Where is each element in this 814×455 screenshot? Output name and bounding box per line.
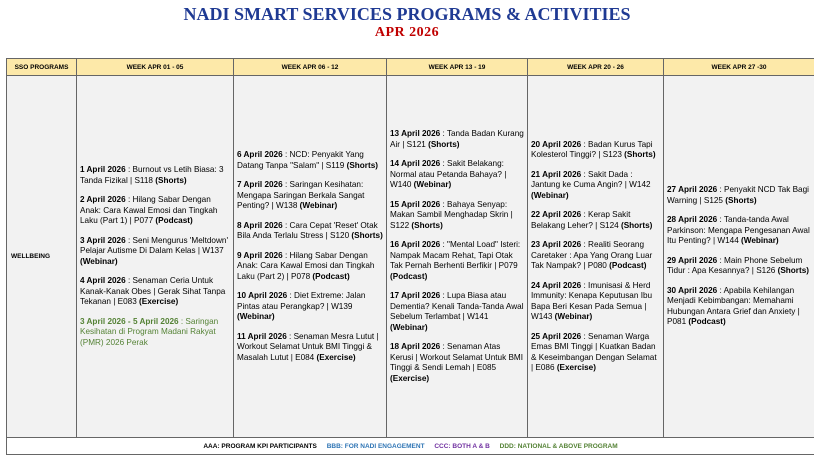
entry-date: 3 April 2026 <box>80 235 126 245</box>
entry-format-tag: (Webinar) <box>741 236 779 246</box>
entry-date: 13 April 2026 <box>390 129 441 138</box>
program-entry <box>237 180 383 212</box>
program-entry <box>237 251 383 283</box>
week-cell <box>234 76 387 438</box>
entry-format-tag: (Exercise) <box>556 363 596 372</box>
entry-date: 17 April 2026 <box>390 291 441 300</box>
entry-text: : Hilang Sabar Dengan Anak: Cara Kawal Emosi dan Tingkah Laku (Part 1) | P077 <box>80 195 218 225</box>
entry-date: 30 April 2026 <box>667 285 718 295</box>
page-title: NADI SMART SERVICES PROGRAMS & ACTIVITIES <box>183 4 631 24</box>
entry-text: : Tanda-tanda Awal Parkinson: Mengapa Pengesanan Awal Itu Penting? | W144 <box>667 215 810 246</box>
entry-date: 11 April 2026 <box>237 331 287 341</box>
entry-date: 4 April 2026 <box>80 276 126 285</box>
entry-text: : Diet Extreme: Jalan Pintas atau Perangkap? | W139 <box>237 291 366 311</box>
program-entry <box>80 236 230 268</box>
program-entry <box>80 195 230 227</box>
entry-text: : Apabila Kehilangan Menjadi Kebimbangan: Memahami Hubungan Antara Grief dan Anxiety | P081 <box>667 285 800 327</box>
legend-cell <box>7 438 814 455</box>
entry-format-tag: (Exercise) <box>316 352 356 362</box>
entry-text: : Lupa Biasa atau Dementia? Kenali Tanda-Tanda Awal Sebelum Terlambat | W141 <box>390 291 524 321</box>
program-entry <box>237 291 383 323</box>
entry-text: : Saringan Kesihatan: Mengapa Saringan Berkala Sangat Penting? | W138 <box>237 180 365 210</box>
week-cell <box>664 76 814 438</box>
entry-text: : Senaman Atas Kerusi | Workout Selamat Untuk BMI Tinggi & Sendi Lemah | E085 <box>390 342 524 372</box>
entry-date: 8 April 2026 <box>237 220 283 230</box>
entry-date: 16 April 2026 <box>390 240 441 249</box>
week-cell <box>528 76 664 438</box>
entry-text: : NCD: Penyakit Yang Datang Tanpa "Salam" | S119 <box>237 150 364 170</box>
entry-format-tag: (Podcast) <box>312 271 350 281</box>
entry-date: 27 April 2026 <box>667 185 718 195</box>
entry-text: : Senaman Mesra Lutut | Workout Selamat Untuk BMI Tinggi & Masalah Lutut | E084 <box>237 331 379 362</box>
entry-text: : Penyakit NCD Tak Bagi Warning | S125 <box>667 185 809 205</box>
entry-text: : Imunisasi & Herd Immunity: Kenapa Keputusan Ibu Bapa Beri Kesan Pada Semua | W143 <box>531 280 653 321</box>
entry-text: : Sakit Dada : Jantung ke Cuma Angin? | W142 <box>531 169 651 189</box>
entry-date: 7 April 2026 <box>237 180 283 189</box>
entry-format-tag: (Shorts) <box>346 160 378 170</box>
entry-date: 24 April 2026 <box>531 280 582 290</box>
entry-date: 1 April 2026 <box>80 165 126 174</box>
entry-date: 9 April 2026 <box>237 250 283 260</box>
entry-format-tag: (Webinar) <box>390 322 428 332</box>
program-entry <box>390 159 524 191</box>
entry-date: 25 April 2026 <box>531 331 582 341</box>
entry-date: 14 April 2026 <box>390 159 441 168</box>
entry-format-tag: (Shorts) <box>428 139 460 149</box>
entry-format-tag: (Shorts) <box>620 220 653 230</box>
entry-text: : "Mental Load" Isteri: Nampak Macam Rehat, Tapi Otak Tak Pernah Berhenti Berfikir | P079 <box>390 240 521 270</box>
program-entry <box>667 286 811 328</box>
program-entry <box>667 256 811 277</box>
entry-text: : Senaman Warga Emas BMI Tinggi | Kuatkan Badan & Keseimbangan Dengan Selamat | E086 <box>531 331 657 372</box>
entry-format-tag: (Webinar) <box>413 180 452 189</box>
entry-format-tag: (Podcast) <box>390 271 428 281</box>
entry-format-tag: (Webinar) <box>80 256 118 266</box>
program-entry <box>237 150 383 171</box>
schedule-table <box>6 58 814 455</box>
column-header: WEEK APR 01 - 05 <box>77 59 234 76</box>
entry-format-tag: (Podcast) <box>609 261 647 270</box>
program-entry <box>390 129 524 150</box>
program-entry <box>80 276 230 308</box>
entry-date: 18 April 2026 <box>390 342 441 351</box>
category-cell: WELLBEING <box>7 76 77 438</box>
program-entry <box>531 332 660 374</box>
entry-text: : Burnout vs Letih Biasa: 3 Tanda Fizikal | S118 <box>80 165 224 185</box>
program-entry <box>531 170 660 202</box>
entry-text: : Tanda Badan Kurang Air | S121 <box>390 129 524 149</box>
entry-text: : Main Phone Sebelum Tidur : Apa Kesannya? | S126 <box>667 255 803 276</box>
legend-aaa: AAA: PROGRAM KPI PARTICIPANTS <box>203 442 317 450</box>
entry-format-tag: (Webinar) <box>531 190 569 200</box>
entry-date: 20 April 2026 <box>531 139 582 149</box>
entry-text: : Sakit Belakang: Normal atau Petanda Bahaya? | W140 <box>390 159 507 189</box>
entry-text: : Kerap Sakit Belakang Leher? | S124 <box>531 210 631 230</box>
program-entry <box>390 240 524 282</box>
column-header: WEEK APR 06 - 12 <box>234 59 387 76</box>
legend-ddd: DDD: NATIONAL & ABOVE PROGRAM <box>499 442 618 450</box>
entry-date: 15 April 2026 <box>390 199 441 209</box>
program-entry <box>390 291 524 333</box>
legend-bbb: BBB: FOR NADI ENGAGEMENT <box>326 442 425 450</box>
column-header: SSO PROGRAMS <box>7 59 77 76</box>
program-entry <box>531 210 660 231</box>
program-entry <box>237 221 383 242</box>
legend-row <box>7 438 814 455</box>
program-entry <box>531 281 660 323</box>
entry-date: 3 April 2026 - 5 April 2026 <box>80 316 179 326</box>
program-entry <box>80 165 230 186</box>
program-entry <box>667 185 811 206</box>
column-header: WEEK APR 13 - 19 <box>387 59 528 76</box>
entry-text: : Realiti Seorang Caretaker : Apa Yang Orang Luar Tak Nampak? | P080 <box>531 240 653 270</box>
entry-format-tag: (Shorts) <box>411 220 443 230</box>
entry-date: 28 April 2026 <box>667 215 718 225</box>
program-entry <box>390 342 524 384</box>
week-cell <box>77 76 234 438</box>
week-cell <box>387 76 528 438</box>
entry-text: : Hilang Sabar Dengan Anak: Cara Kawal Emosi dan Tingkah Laku (Part 2) | P078 <box>237 250 375 281</box>
entry-format-tag: (Exercise) <box>390 373 430 383</box>
program-entry <box>237 332 383 364</box>
legend-ccc: CCC: BOTH A & B <box>434 442 490 450</box>
column-header: WEEK APR 27 -30 <box>664 59 814 76</box>
entry-text: : Badan Kurus Tapi Kolesterol Tinggi? | S123 <box>531 139 653 159</box>
entry-date: 2 April 2026 <box>80 195 126 204</box>
program-entry <box>667 215 811 247</box>
program-entry <box>80 317 230 349</box>
page-subtitle: APR 2026 <box>374 25 440 40</box>
program-entry <box>390 200 524 232</box>
entry-format-tag: (Webinar) <box>299 201 338 210</box>
entry-format-tag: (Shorts) <box>351 231 383 240</box>
entry-format-tag: (Podcast) <box>688 317 726 327</box>
program-entry <box>531 240 660 272</box>
entry-date: 23 April 2026 <box>531 240 582 249</box>
table-row <box>7 76 814 438</box>
entry-format-tag: (Podcast) <box>155 216 193 225</box>
entry-date: 10 April 2026 <box>237 291 288 300</box>
entry-format-tag: (Shorts) <box>155 175 187 185</box>
entry-date: 6 April 2026 <box>237 150 283 159</box>
entry-date: 29 April 2026 <box>667 255 718 265</box>
entry-format-tag: (Shorts) <box>725 195 757 205</box>
program-entry <box>531 140 660 161</box>
entry-text: : Seni Mengurus 'Meltdown' Pelajar Autisme Di Dalam Kelas | W137 <box>80 235 229 255</box>
entry-format-tag: (Webinar) <box>554 312 593 321</box>
entry-date: 22 April 2026 <box>531 210 582 219</box>
entry-format-tag: (Exercise) <box>139 297 179 306</box>
entry-format-tag: (Webinar) <box>237 312 275 321</box>
entry-text: : Cara Cepat 'Reset' Otak Bila Anda Terlalu Stress | S120 <box>237 220 378 240</box>
header-row <box>7 59 814 76</box>
entry-text: : Senaman Ceria Untuk Kanak-Kanak Obes | Gerak Sihat Tanpa Tekanan | E083 <box>80 276 226 306</box>
entry-format-tag: (Shorts) <box>777 266 809 276</box>
column-header: WEEK APR 20 - 26 <box>528 59 664 76</box>
entry-text: : Saringan Kesihatan di Program Madani Rakyat (PMR) 2026 Perak <box>80 316 219 347</box>
entry-format-tag: (Shorts) <box>624 150 656 159</box>
entry-text: : Bahaya Senyap: Makan Sambil Menghadap Skrin | S122 <box>390 199 513 230</box>
entry-date: 21 April 2026 <box>531 169 582 179</box>
